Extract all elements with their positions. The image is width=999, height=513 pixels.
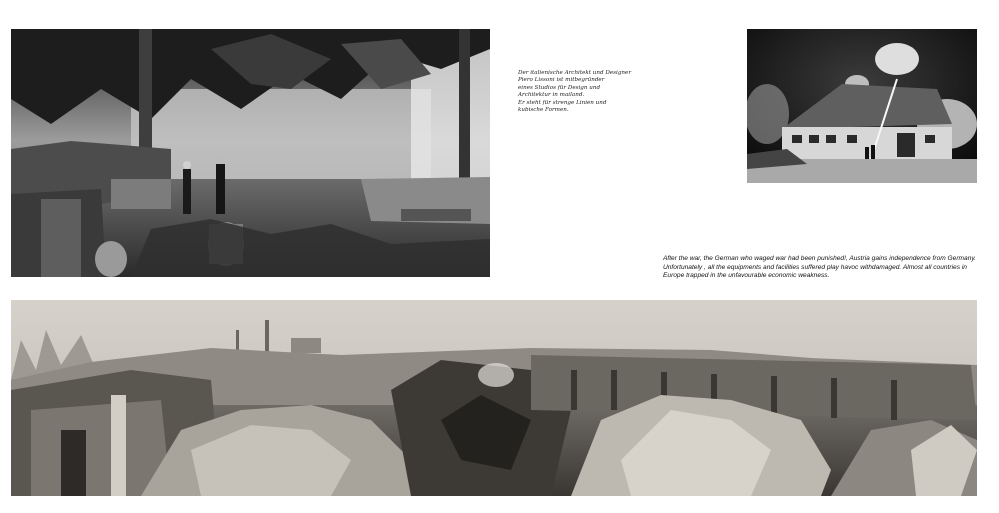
panorama-image bbox=[11, 300, 977, 496]
caption-german-line: Der italienische Architekt und Designer bbox=[518, 70, 631, 76]
caption-german-line: kubische Formen. bbox=[518, 107, 569, 114]
caption-german-line: Piero Lissoni ist mitbegründer bbox=[518, 77, 605, 84]
house-fire-image bbox=[747, 29, 977, 183]
photo-house-fire bbox=[747, 29, 977, 183]
caption-german bbox=[518, 70, 658, 114]
caption-english: After the war, the German who waged war had been punished!, Austria gains independence from Germany. Unfortunately , all the equipments and facilities suffered play havoc withdamaged. Almost all countries in Europe trapped in the unfavourable economic weakness. bbox=[663, 255, 977, 280]
photo-panorama bbox=[11, 300, 977, 496]
photo-factory-interior bbox=[11, 29, 490, 277]
factory-interior-image bbox=[11, 29, 490, 277]
caption-german-line: Architektur in mailand. bbox=[518, 92, 585, 99]
caption-german-line: eines Studios für Design und bbox=[518, 84, 601, 91]
caption-german-line: Er steht für strenge Linien und bbox=[518, 99, 607, 106]
